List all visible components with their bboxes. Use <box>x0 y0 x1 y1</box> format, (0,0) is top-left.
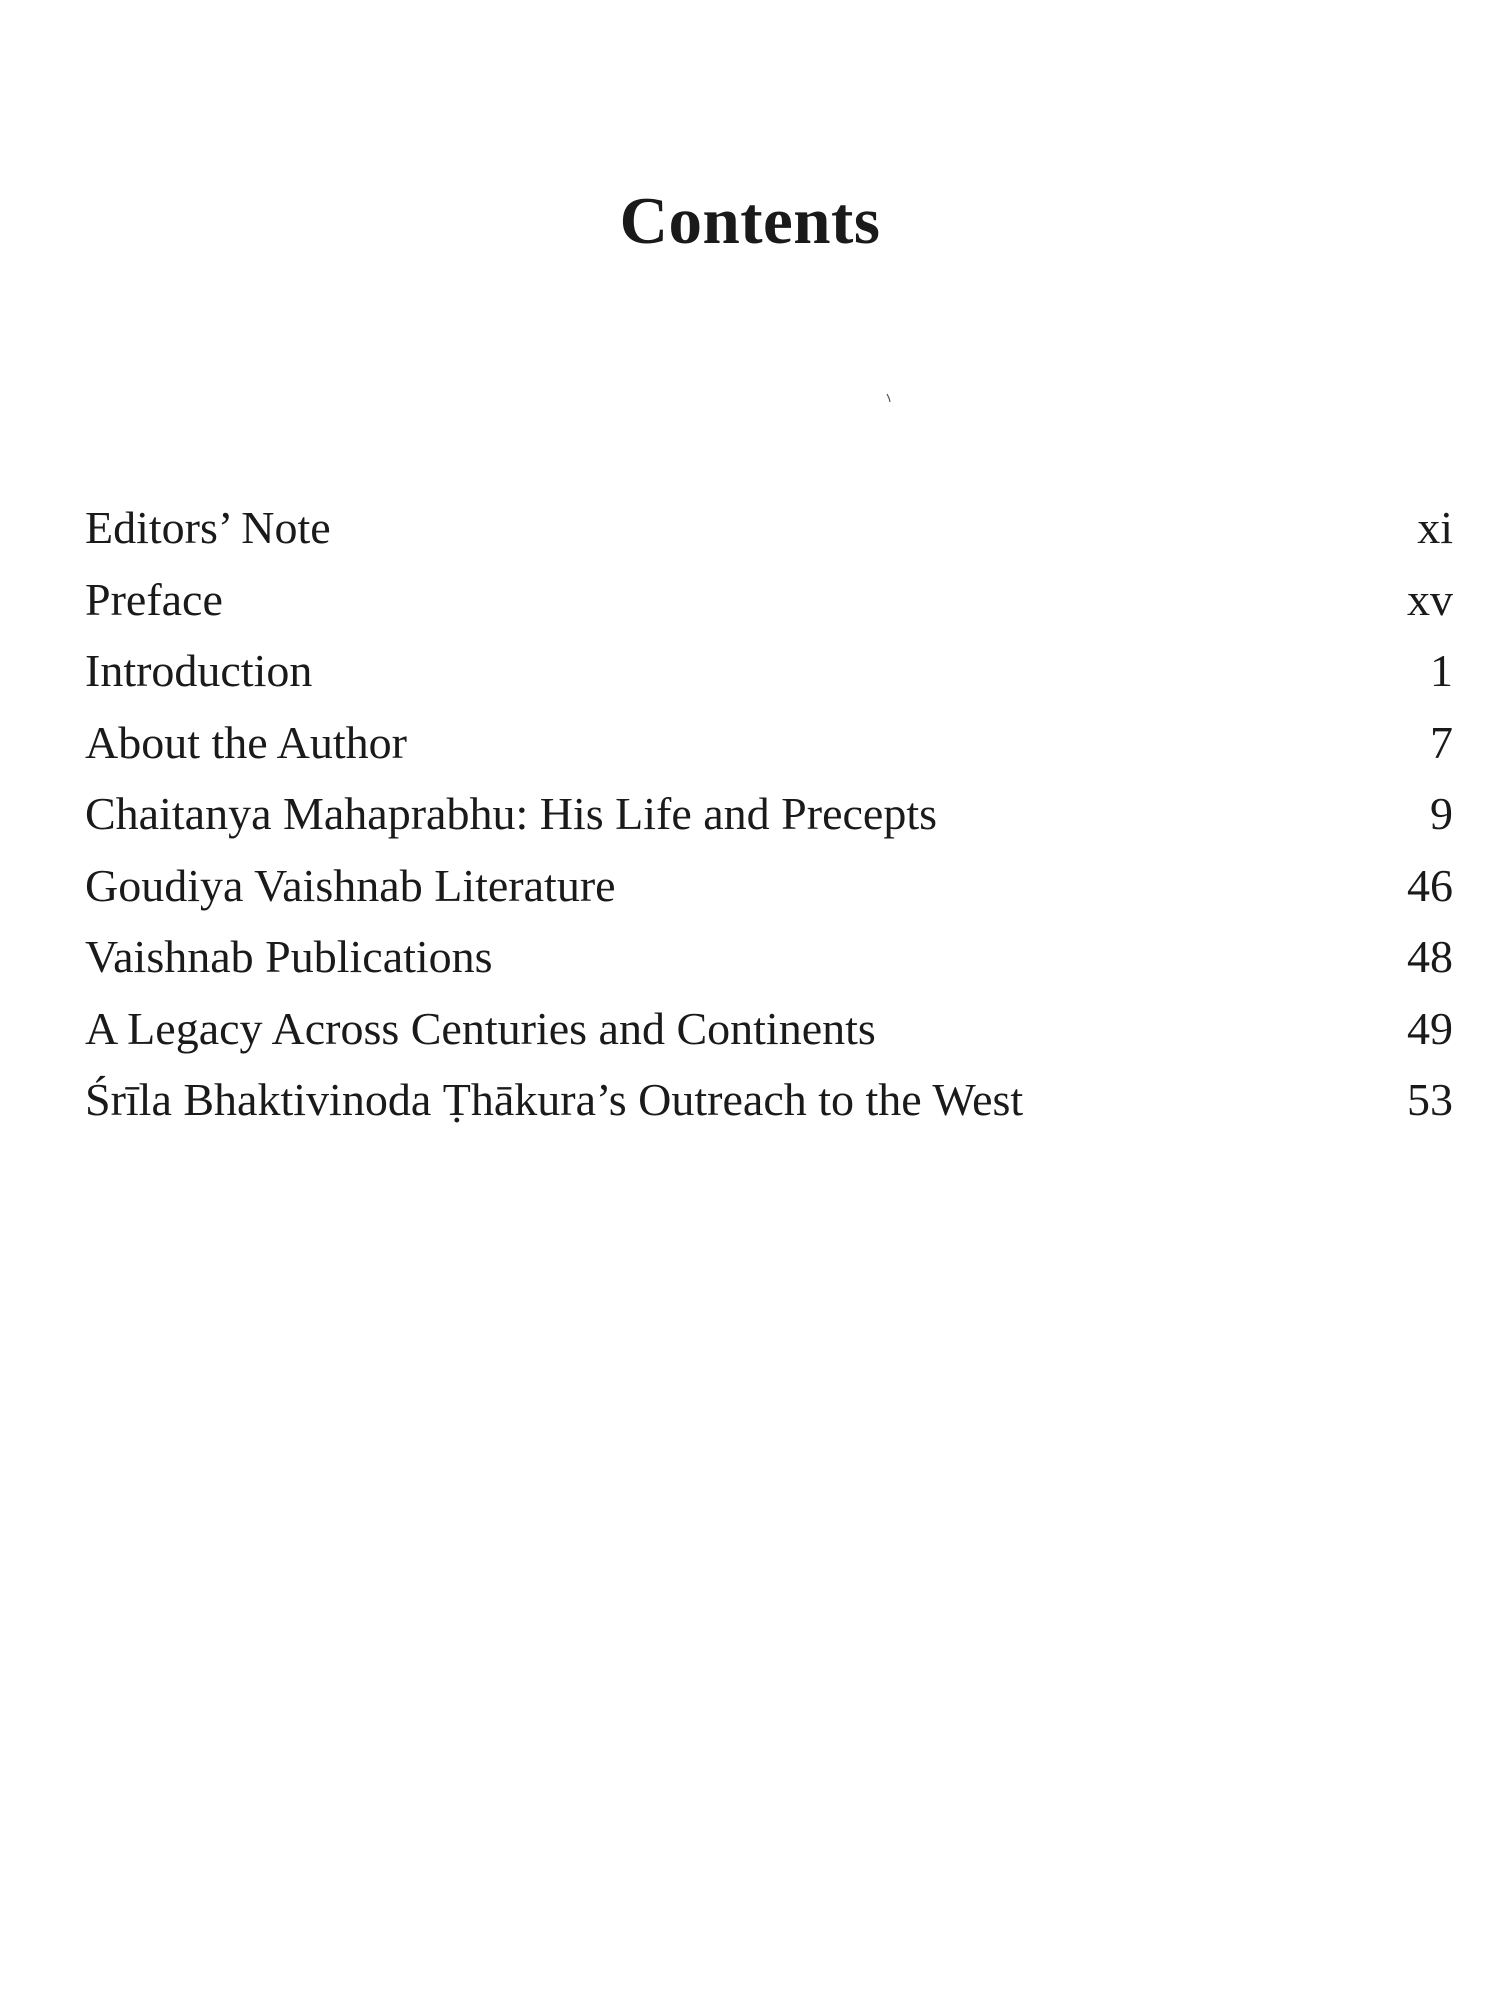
toc-entry-page: xi <box>1417 502 1453 553</box>
page-title: Contents <box>619 184 881 258</box>
toc-entry <box>85 707 1453 779</box>
toc-entry <box>85 492 1453 564</box>
toc-entry-title: About the Author <box>85 716 407 768</box>
toc-entry <box>85 850 1453 922</box>
toc-entry-page: 7 <box>1430 716 1453 768</box>
toc-entry-title: Preface <box>85 573 223 625</box>
toc-entry <box>85 564 1453 636</box>
toc-entry <box>85 635 1453 707</box>
toc-entry-title: Vaishnab Publications <box>85 931 493 982</box>
toc-entry-title: Śrīla Bhaktivinoda Ṭhākura’s Outreach to the West <box>85 1074 1024 1125</box>
toc-entry-page: 49 <box>1407 1002 1453 1054</box>
table-of-contents <box>85 492 1453 1136</box>
toc-entry <box>85 1064 1453 1136</box>
toc-entry-title: Goudiya Vaishnab Literature <box>85 859 616 911</box>
toc-entry-title: A Legacy Across Centuries and Continents <box>85 1002 876 1054</box>
toc-entry <box>85 778 1453 850</box>
toc-entry-page: 53 <box>1407 1074 1453 1125</box>
toc-entry-page: 1 <box>1430 645 1453 696</box>
toc-entry-page: 48 <box>1407 931 1453 982</box>
toc-entry-page: 9 <box>1430 788 1453 839</box>
toc-entry-page: xv <box>1407 573 1453 625</box>
toc-entry-title: Introduction <box>85 645 313 696</box>
ink-speck <box>886 393 891 403</box>
toc-entry <box>85 993 1453 1065</box>
toc-entry-title: Chaitanya Mahaprabhu: His Life and Precepts <box>85 788 938 839</box>
toc-entry-title: Editors’ Note <box>85 502 331 553</box>
toc-entry-page: 46 <box>1407 859 1453 911</box>
toc-entry <box>85 921 1453 993</box>
